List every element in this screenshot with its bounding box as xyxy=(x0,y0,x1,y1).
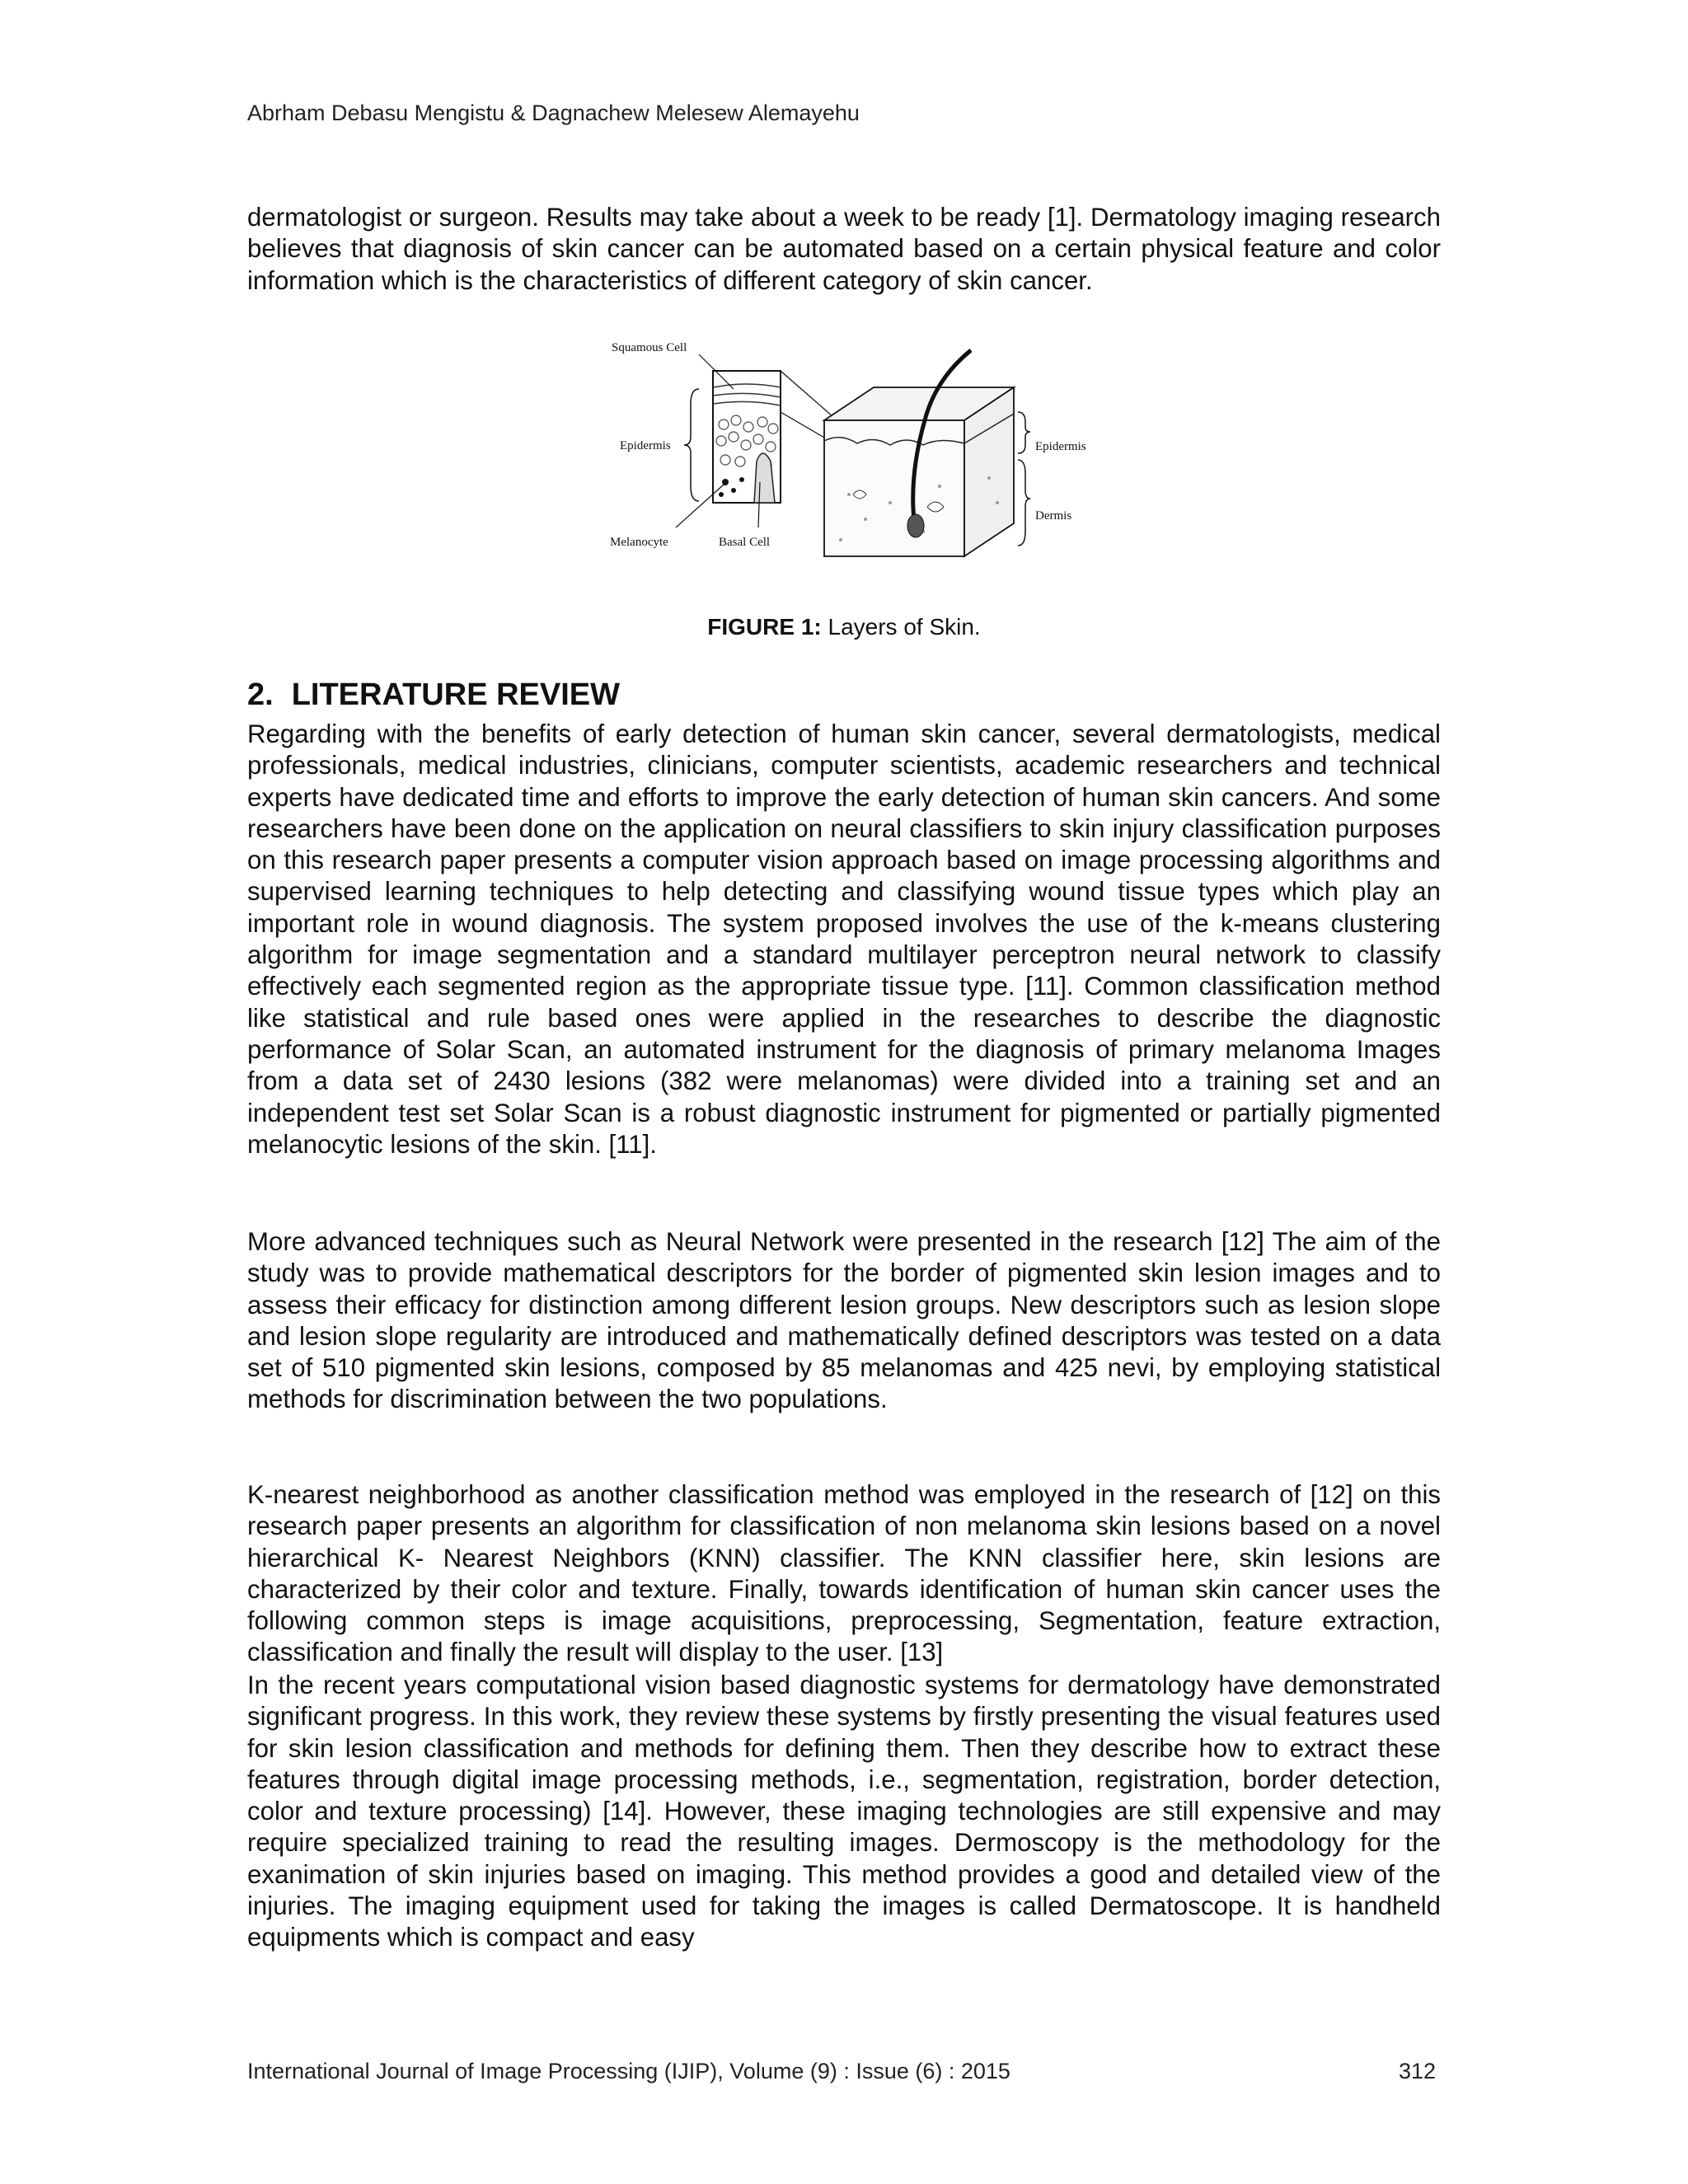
label-squamous-cell: Squamous Cell xyxy=(612,341,687,354)
section-heading xyxy=(247,677,620,713)
body-paragraph: Regarding with the benefits of early detection of human skin cancer, several dermatologists, medical professionals, medical industries, clinicians, computer scientists, academic researchers and technical experts have dedicated time and efforts to improve the early detection of human skin cancers. And some researchers have been done on the application on neural classifiers to skin injury classification purposes on this research paper presents a computer vision approach based on image processing algorithms and supervised learning techniques to help detecting and classifying wound tissue types which play an important role in wound diagnosis. The system proposed involves the use of the k-means clustering algorithm for image segmentation and a standard multilayer perceptron neural network to classify effectively each segmented region as the appropriate tissue type. [11]. Common classification method like statistical and rule based ones were applied in the researches to describe the diagnostic performance of Solar Scan, an automated instrument for the diagnosis of primary melanoma Images from a data set of 2430 lesions (382 were melanomas) were divided into a training set and an independent test set Solar Scan is a robust diagnostic instrument for pigmented or partially pigmented melanocytic lesions of the skin. [11]. xyxy=(247,719,1441,1159)
intro-paragraph: dermatologist or surgeon. Results may take about a week to be ready [1]. Dermatology imaging research believes that diagnosis of skin cancer can be automated based on a certain physical feature and color information which is the characteristics of different category of skin cancer. xyxy=(247,203,1441,295)
label-epidermis-left: Epidermis xyxy=(620,439,671,452)
body-paragraph: K-nearest neighborhood as another classification method was employed in the research of [12] on this research paper presents an algorithm for classification of non melanoma skin lesions based on a novel hierarchical K- Nearest Neighbors (KNN) classifier. The KNN classifier here, skin lesions are characterized by their color and texture. Finally, towards identification of human skin cancer uses the following common steps is image acquisitions, preprocessing, Segmentation, feature extraction, classification and finally the result will display to the user. [13] xyxy=(247,1480,1441,1667)
body-paragraph: In the recent years computational vision based diagnostic systems for dermatology have demonstrated significant progress. In this work, they review these systems by firstly presenting the visual features used for skin lesion classification and methods for defining them. Then they describe how to extract these features through digital image processing methods, i.e., segmentation, registration, border detection, color and texture processing) [14]. However, these imaging technologies are still expensive and may require specialized training to read the resulting images. Dermoscopy is the methodology for the exanimation of skin injuries based on imaging. This method provides a good and detailed view of the injuries. The imaging equipment used for taking the images is called Dermatoscope. It is handheld equipments which is compact and easy xyxy=(247,1671,1441,1952)
label-melanocyte: Melanocyte xyxy=(610,536,668,549)
figure-caption-text: Layers of Skin. xyxy=(821,614,981,640)
section-number: 2. xyxy=(247,677,274,712)
intro-paragraph-block xyxy=(247,202,1441,297)
skin-layers-figure xyxy=(602,330,1129,585)
section-title: LITERATURE REVIEW xyxy=(291,677,620,712)
paragraph-block-3 xyxy=(247,1479,1441,1669)
paragraph-block-1 xyxy=(247,719,1441,1160)
label-epidermis-right: Epidermis xyxy=(1035,440,1086,453)
body-paragraph: More advanced techniques such as Neural Network were presented in the research [12] The aim of the study was to provide mathematical descriptors for the border of pigmented skin lesion images and to assess their efficacy for distinction among different lesion groups. New descriptors such as lesion slope and lesion slope regularity are introduced and mathematically defined descriptors was tested on a data set of 510 pigmented skin lesions, composed by 85 melanomas and 425 nevi, by employing statistical methods for discrimination between the two populations. xyxy=(247,1227,1441,1414)
journal-footer: International Journal of Image Processing (IJIP), Volume (9) : Issue (6) : 2015 xyxy=(247,2059,1010,2083)
label-dermis: Dermis xyxy=(1035,509,1072,523)
figure-caption xyxy=(0,614,1688,640)
page-number: 312 xyxy=(1399,2059,1437,2083)
paragraph-block-2 xyxy=(247,1226,1441,1416)
figure-caption-label: FIGURE 1: xyxy=(707,614,822,640)
label-basal-cell: Basal Cell xyxy=(719,536,771,549)
paragraph-block-4 xyxy=(247,1670,1441,1954)
running-header: Abrham Debasu Mengistu & Dagnachew Melesew Alemayehu xyxy=(247,101,860,125)
